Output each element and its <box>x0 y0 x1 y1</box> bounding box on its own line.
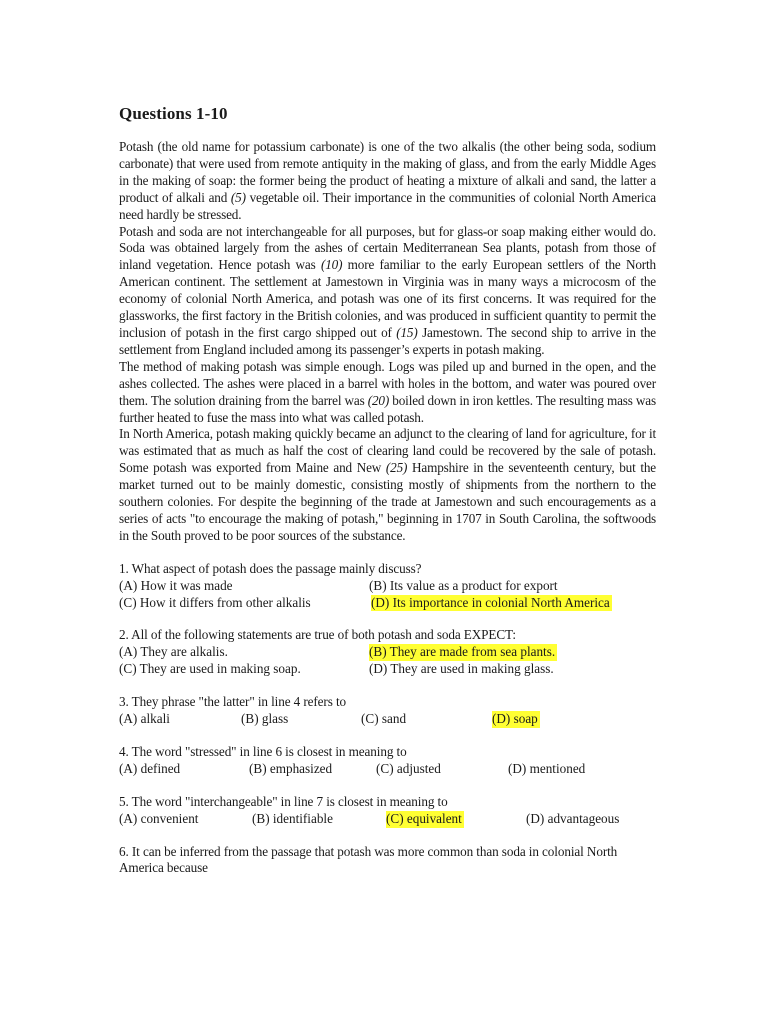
answer-option: (A) How it was made <box>119 577 233 593</box>
answer-option: (C) How it differs from other alkalis <box>119 594 311 610</box>
answer-option-highlighted: (C) equivalent <box>386 810 462 826</box>
answer-option: (A) convenient <box>119 810 199 826</box>
answer-row <box>119 661 656 678</box>
question-4 <box>119 744 656 778</box>
passage-paragraph: In North America, potash making quickly became an adjunct to the clearing of land for agriculture, for it was estimated that as much as half the cost of clearing land could be recovered by the sale of potash. Some potash was exported from Maine and New (25) Hampshire in the seventeenth century, but the market turned out to be mainly domestic, consisting mostly of shipments from the northern to the southern colonies. For despite the beginning of the trade at Jamestown and such encouragements as a series of acts "to encourage the making of potash," beginning in 1707 in South Carolina, the softwoods in the South proved to be poor sources of the substance. <box>119 426 657 543</box>
reading-passage <box>119 139 656 545</box>
answer-option: (C) adjusted <box>376 760 441 776</box>
question-stem: 6. It can be inferred from the passage that potash was more common than soda in colonial North America because <box>119 843 618 876</box>
question-2 <box>119 627 656 678</box>
answer-option: (A) alkali <box>119 711 170 727</box>
question-stem: 2. All of the following statements are true of both potash and soda EXPECT: <box>119 627 516 643</box>
question-6 <box>119 844 656 878</box>
answer-option: (D) mentioned <box>508 760 586 776</box>
answer-row <box>119 761 656 778</box>
answer-row <box>119 644 656 661</box>
passage-paragraph: Potash (the old name for potassium carbonate) is one of the two alkalis (the other being soda, sodium carbonate) that were used from remote antiquity in the making of glass, and from the early Middle Ages in the making of soap: the former being the product of heating a mixture of alkali and sand, the latter a product of alkali and (5) vegetable oil. Their importance in the communities of colonial North America need hardly be stressed. <box>119 139 656 222</box>
answer-option-highlighted: (D) soap <box>492 711 538 727</box>
answer-option: (B) emphasized <box>249 760 333 776</box>
answer-option: (B) Its value as a product for export <box>369 577 558 593</box>
answer-option: (D) advantageous <box>526 810 620 826</box>
answer-option: (B) glass <box>241 711 289 727</box>
question-5 <box>119 794 656 828</box>
answer-option: (C) sand <box>361 711 407 727</box>
line-number-marker: (25) <box>385 460 408 476</box>
answer-option-highlighted: (B) They are made from sea plants. <box>369 644 556 660</box>
answer-option: (A) defined <box>119 760 181 776</box>
answer-option: (D) They are used in making glass. <box>369 661 554 677</box>
answer-option: (C) They are used in making soap. <box>119 661 301 677</box>
answer-option-highlighted: (D) Its importance in colonial North America <box>371 594 610 610</box>
question-1 <box>119 561 656 612</box>
question-stem: 3. They phrase "the latter" in line 4 refers to <box>119 694 347 710</box>
question-3 <box>119 694 656 728</box>
line-number-marker: (15) <box>396 324 418 340</box>
question-stem: 1. What aspect of potash does the passage mainly discuss? <box>119 560 422 576</box>
question-list <box>119 561 656 878</box>
answer-option: (B) identifiable <box>252 810 333 826</box>
question-stem: 5. The word "interchangeable" in line 7 is closest in meaning to <box>119 793 448 809</box>
line-number-marker: (10) <box>320 257 343 273</box>
page-title: Questions 1-10 <box>119 104 228 123</box>
answer-row <box>119 811 656 828</box>
answer-option: (A) They are alkalis. <box>119 644 228 660</box>
answer-row <box>119 711 656 728</box>
answer-row <box>119 578 656 595</box>
passage-paragraph: Potash and soda are not interchangeable for all purposes, but for glass-or soap making either would do. Soda was obtained largely from the ashes of certain Mediterranean Sea plants, potash from those of inland vegetation. Hence potash was (10) more familiar to the early European settlers of the North American continent. The settlement at Jamestown in Virginia was in many ways a microcosm of the economy of colonial North America, and potash was one of its first concerns. It was required for the glassworks, the first factory in the British colonies, and was produced in sufficient quantity to permit the inclusion of potash in the first cargo shipped out of (15) Jamestown. The second ship to arrive in the settlement from England included among its passenger’s experts in potash making. <box>119 223 657 357</box>
passage-paragraph: The method of making potash was simple enough. Logs was piled up and burned in the open, and the ashes collected. The ashes were placed in a barrel with holes in the bottom, and water was poured over them. The solution draining from the barrel was (20) boiled down in iron kettles. The resulting mass was further heated to fuse the mass into what was called potash. <box>119 358 656 425</box>
answer-row <box>119 595 656 612</box>
line-number-marker: (20) <box>367 392 390 408</box>
line-number-marker: (5) <box>230 189 246 205</box>
question-stem: 4. The word "stressed" in line 6 is closest in meaning to <box>119 743 407 759</box>
